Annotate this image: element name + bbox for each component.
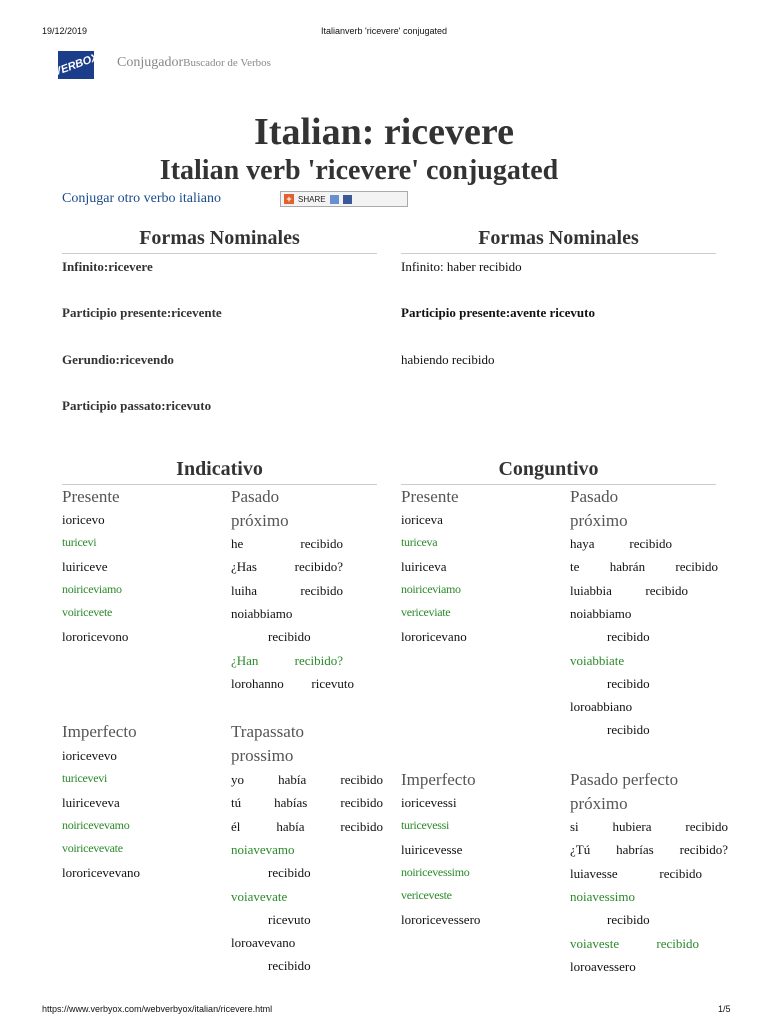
verb-form: si hubiera recibido: [570, 819, 728, 834]
page-title: Italian: ricevere: [254, 111, 514, 153]
verb-form: recibido: [607, 675, 650, 691]
verb-form: loroabbiano: [570, 699, 633, 715]
verb-form: turiceva: [401, 535, 438, 550]
verb-form: noiriceviamo: [401, 581, 461, 596]
verb-form: ioricevessi: [401, 795, 457, 810]
verb-form: luiha recibido: [231, 582, 343, 598]
verb-form: vericeveste: [401, 888, 452, 903]
tense-label: Imperfecto: [401, 770, 476, 789]
verb-form: ¿Has recibido?: [231, 559, 343, 575]
verb-form: vericeviate: [401, 605, 451, 620]
nominal-form: Gerundio:ricevendo: [62, 352, 174, 367]
divider: [62, 253, 377, 254]
print-page-number: 1/5: [718, 1004, 731, 1014]
divider: [62, 484, 377, 485]
nominal-left-title: Formas Nominales: [139, 227, 300, 249]
nominal-form: Participio presente:avente ricevuto: [401, 305, 595, 320]
verb-form: lororicevessero: [401, 911, 481, 927]
verb-form: recibido: [607, 629, 650, 645]
verb-form: tú habías recibido: [231, 795, 383, 811]
verb-form: te habrán recibido: [570, 559, 718, 575]
verb-form: ¿Han recibido?: [231, 652, 343, 668]
verb-form: lororicevevano: [62, 864, 140, 880]
verb-form: él había recibido: [231, 818, 383, 834]
tense-label: Presente: [401, 487, 459, 506]
verb-form: ioricevo: [62, 512, 105, 527]
verb-form: turicevi: [62, 535, 97, 550]
verb-form: luiriceva: [401, 558, 447, 574]
tense-label: próximo: [570, 511, 628, 530]
verb-form: he recibido: [231, 536, 343, 551]
verb-form: turicevessi: [401, 818, 450, 833]
verb-form: recibido: [268, 629, 311, 645]
verb-form: noiavessimo: [570, 888, 635, 904]
verb-form: recibido: [268, 865, 311, 881]
share-button[interactable]: + SHARE: [280, 191, 408, 207]
delicious-icon: [330, 195, 339, 204]
tense-label: próximo: [570, 794, 628, 813]
verb-form: turicevevi: [62, 771, 107, 786]
verb-form: voiricevevate: [62, 841, 123, 856]
verb-form: voiaveste recibido: [570, 935, 699, 951]
verb-form: noiricevevamo: [62, 817, 130, 832]
verb-form: voiricevete: [62, 605, 113, 620]
verb-form: luiavesse recibido: [570, 865, 702, 881]
tense-label: Pasado: [570, 487, 619, 506]
verb-form: lorohanno ricevuto: [231, 675, 354, 691]
print-date: 19/12/2019: [42, 26, 88, 36]
tense-label: Presente: [62, 487, 120, 506]
page-subtitle: Italian verb 'ricevere' conjugated: [159, 155, 559, 186]
tense-label: prossimo: [231, 746, 294, 765]
brand-name[interactable]: ConjugadorBuscador de Verbos: [117, 55, 271, 70]
nominal-form: Participio presente:ricevente: [62, 305, 222, 320]
congiuntivo-title: Conguntivo: [498, 458, 599, 480]
verb-form: noiricevessimo: [401, 864, 470, 879]
facebook-icon: [343, 195, 352, 204]
verb-form: ¿Tú habrías recibido?: [570, 842, 728, 858]
indicativo-title: Indicativo: [176, 458, 263, 480]
divider: [401, 253, 716, 254]
verb-form: loroavevano: [231, 935, 296, 951]
verb-form: luiricevesse: [401, 841, 463, 857]
verb-form: noiavevamo: [231, 841, 295, 857]
verb-form: noiriceviamo: [62, 581, 122, 596]
verb-form: ioriceva: [401, 512, 443, 527]
verb-form: yo había recibido: [231, 772, 383, 787]
nominal-form: Participio passato:ricevuto: [62, 398, 212, 413]
nominal-form: Infinito: haber recibido: [401, 259, 522, 274]
verb-form: voiavevate: [231, 888, 288, 904]
divider: [401, 484, 716, 485]
tense-label: Pasado perfecto: [570, 770, 679, 789]
verb-form: loroavessero: [570, 958, 636, 974]
verb-form: noiabbiamo: [570, 605, 632, 621]
verb-form: lororicevano: [401, 628, 467, 644]
tense-label: próximo: [231, 511, 289, 530]
verb-form: lororicevono: [62, 628, 129, 644]
nominal-form: habiendo recibido: [401, 352, 495, 367]
nominal-form: Infinito:ricevere: [62, 259, 153, 274]
tense-label: Imperfecto: [62, 722, 137, 741]
tense-label: Pasado: [231, 487, 280, 506]
verb-form: luiriceve: [62, 558, 108, 574]
nominal-right-title: Formas Nominales: [478, 227, 639, 249]
verb-form: luiriceveva: [62, 794, 120, 810]
conjugate-other-verb-link[interactable]: Conjugar otro verbo italiano: [62, 191, 222, 206]
print-page-title: Italianverb 'ricevere' conjugated: [320, 26, 447, 36]
verb-form: luiabbia recibido: [570, 582, 688, 598]
plus-icon: +: [284, 194, 294, 204]
verb-form: noiabbiamo: [231, 605, 293, 621]
tense-label: Trapassato: [231, 722, 305, 741]
verb-form: ricevuto: [268, 911, 311, 927]
verb-form: haya recibido: [570, 536, 672, 551]
print-url: https://www.verbyox.com/webverbyox/italian/ricevere.html: [42, 1004, 273, 1014]
verb-form: recibido: [268, 958, 311, 974]
verbox-logo[interactable]: VERBOX: [52, 51, 100, 79]
verb-form: voiabbiate: [570, 652, 625, 668]
verb-form: recibido: [607, 722, 650, 738]
verb-form: ioricevevo: [62, 748, 117, 763]
verb-form: recibido: [607, 912, 650, 928]
